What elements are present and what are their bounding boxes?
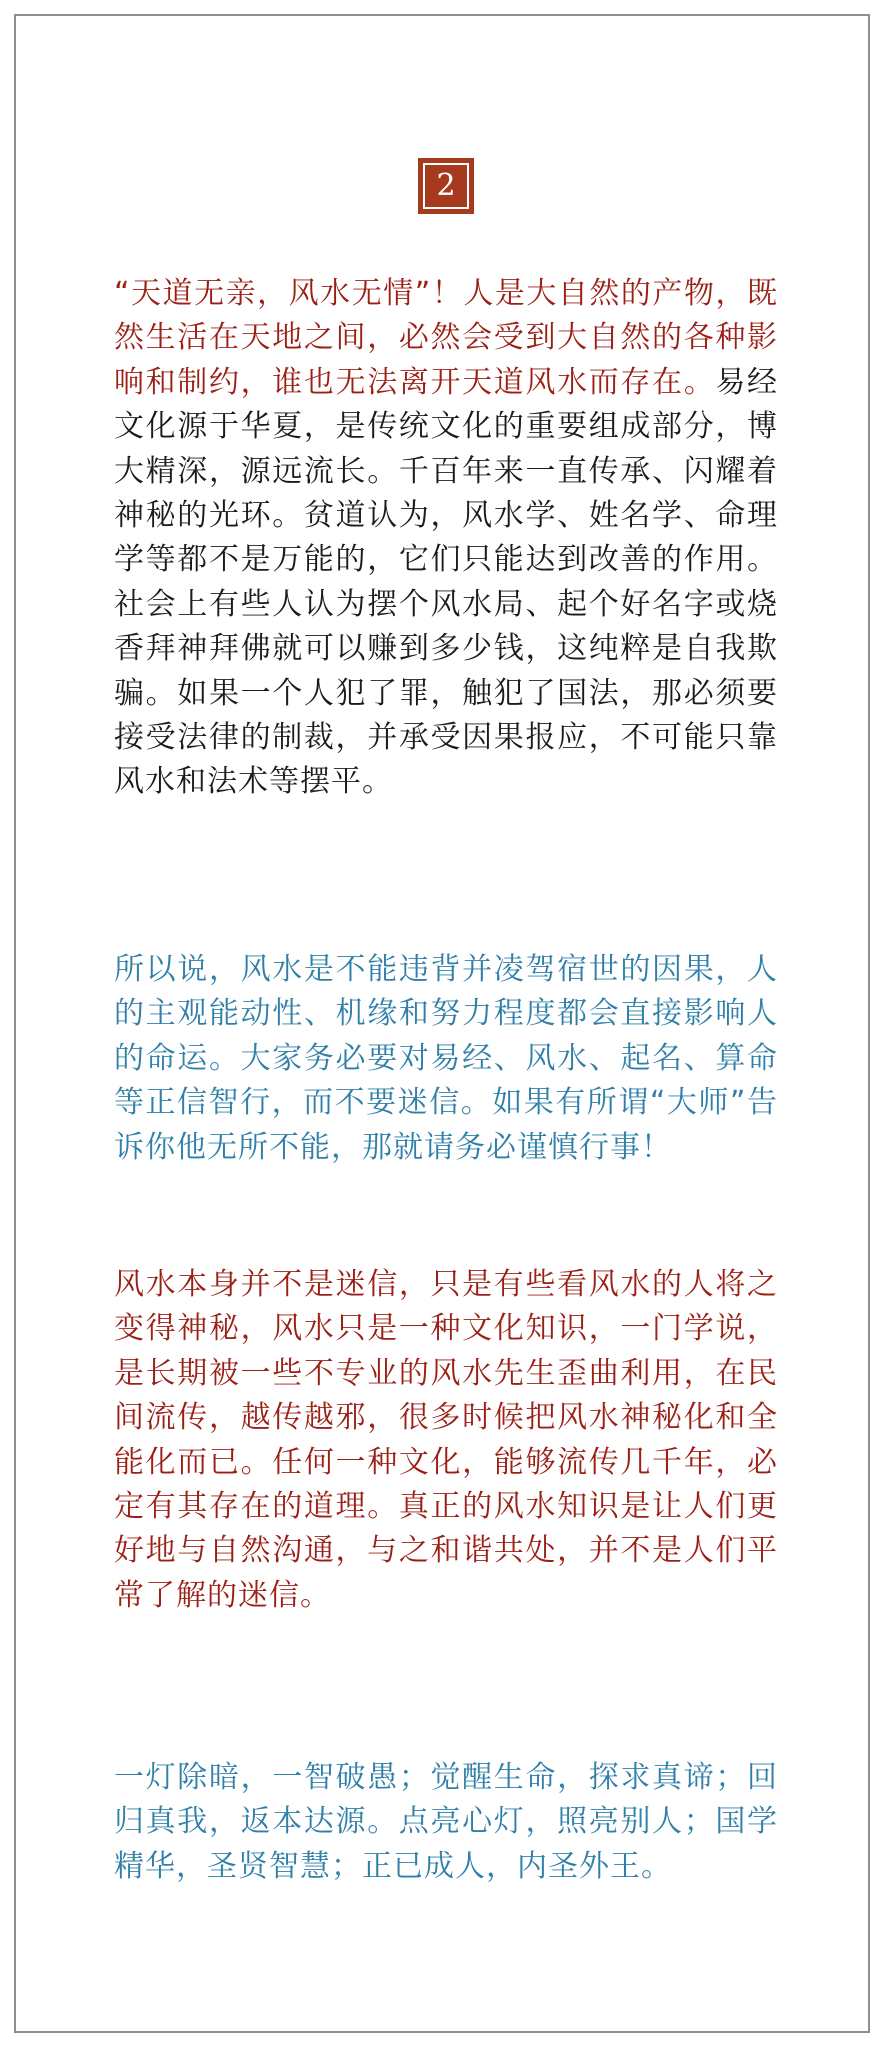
paragraph-highlight: “天道无亲，风水无情”！人是大自然的产物，既然生活在天地之间，必然会受到大自然的各种影响和制约，谁也无法离开天道风水而存在。 [114, 276, 778, 400]
section-number: 2 [423, 163, 469, 209]
paragraph-motto: 一灯除暗，一智破愚；觉醒生命，探求真谛；回归真我，返本达源。点亮心灯，照亮别人；国学精华，圣贤智慧；正已成人，内圣外王。 [114, 1760, 778, 1884]
section-number-badge [418, 158, 474, 214]
paragraph-fate-advice: 所以说，风水是不能违背并凌驾宿世的因果，人的主观能动性、机缘和努力程度都会直接影响人的命运。大家务必要对易经、风水、起名、算命等正信智行，而不要迷信。如果有所谓“大师”告诉你他无所不能，那就请务必谨慎行事！ [114, 952, 778, 1165]
paragraph-fengshui-intro [114, 272, 778, 805]
paragraph-not-superstition: 风水本身并不是迷信，只是有些看风水的人将之变得神秘，风水只是一种文化知识，一门学说，是长期被一些不专业的风水先生歪曲利用，在民间流传，越传越邪，很多时候把风水神秘化和全能化而已。任何一种文化，能够流传几千年，必定有其存在的道理。真正的风水知识是让人们更好地与自然沟通，与之和谐共处，并不是人们平常了解的迷信。 [114, 1267, 778, 1613]
paragraph-body: 易经文化源于华夏，是传统文化的重要组成部分，博大精深，源远流长。千百年来一直传承、闪耀着神秘的光环。贫道认为，风水学、姓名学、命理学等都不是万能的，它们只能达到改善的作用。社会上有些人认为摆个风水局、起个好名字或烧香拜神拜佛就可以赚到多少钱，这纯粹是自我欺骗。如果一个人犯了罪，触犯了国法，那必须要接受法律的制裁，并承受因果报应，不可能只靠风水和法术等摆平。 [114, 364, 779, 800]
